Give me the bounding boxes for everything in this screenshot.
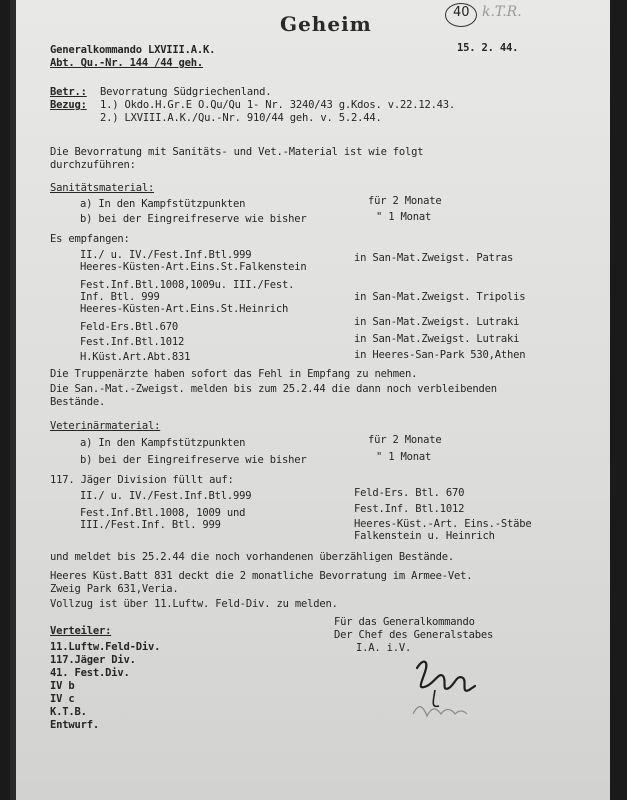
veterinaer-note-1: und meldet bis 25.2.44 die noch vorhandenen überzähligen Bestände. bbox=[50, 551, 455, 563]
signoff-line-1: Für das Generalkommando bbox=[334, 616, 475, 628]
sanitaet-row-left: Inf. Btl. 999 bbox=[80, 291, 160, 303]
page-stamp-number: 40 bbox=[453, 5, 470, 20]
sanitaet-row-right: in San-Mat.Zweigst. Patras bbox=[354, 252, 514, 264]
intro-line-1: Die Bevorratung mit Sanitäts- und Vet.-Material ist wie folgt bbox=[50, 146, 424, 158]
sanitaet-b-text: b) bei der Eingreifreserve wie bisher bbox=[80, 213, 307, 225]
sanitaet-row-left: Fest.Inf.Btl.1012 bbox=[80, 336, 185, 348]
file-reference: Abt. Qu.-Nr. 144 /44 geh. bbox=[50, 57, 204, 69]
section-heading-veterinaer: Veterinärmaterial: bbox=[50, 420, 161, 432]
intro-line-2: durchzuführen: bbox=[50, 159, 136, 171]
pencil-note: k.T.R. bbox=[482, 4, 522, 20]
veterinaer-row-left: Fest.Inf.Btl.1008, 1009 und bbox=[80, 507, 246, 519]
bezug-label: Bezug: bbox=[50, 99, 87, 111]
es-empfangen-label: Es empfangen: bbox=[50, 233, 130, 245]
sanitaet-row-right: in Heeres-San-Park 530,Athen bbox=[354, 349, 526, 361]
distribution-item: IV c bbox=[50, 693, 75, 705]
sanitaet-row-right: in San-Mat.Zweigst. Tripolis bbox=[354, 291, 526, 303]
veterinaer-b-text: b) bei der Eingreifreserve wie bisher bbox=[80, 454, 307, 466]
distribution-item: K.T.B. bbox=[50, 706, 87, 718]
sanitaet-note-1: Die Truppenärzte haben sofort das Fehl in Empfang zu nehmen. bbox=[50, 368, 418, 380]
distribution-item: 41. Fest.Div. bbox=[50, 667, 130, 679]
sanitaet-row-left: II./ u. IV./Fest.Inf.Btl.999 bbox=[80, 249, 252, 261]
veterinaer-row-right: Fest.Inf. Btl.1012 bbox=[354, 503, 465, 515]
sanitaet-a-duration: für 2 Monate bbox=[368, 195, 442, 207]
division-line: 117. Jäger Division füllt auf: bbox=[50, 474, 234, 486]
veterinaer-b-duration: " 1 Monat bbox=[376, 451, 432, 463]
sanitaet-row-left: Feld-Ers.Btl.670 bbox=[80, 321, 178, 333]
sanitaet-row-left: Heeres-Küsten-Art.Eins.St.Falkenstein bbox=[80, 261, 307, 273]
signoff-line-3: I.A. i.V. bbox=[356, 642, 412, 654]
veterinaer-row-left: III./Fest.Inf. Btl. 999 bbox=[80, 519, 221, 531]
signoff-line-2: Der Chef des Generalstabes bbox=[334, 629, 494, 641]
office-name: Generalkommando LXVIII.A.K. bbox=[50, 44, 216, 56]
sanitaet-row-right: in San-Mat.Zweigst. Lutraki bbox=[354, 316, 520, 328]
veterinaer-note-2b: Zweig Park 631,Veria. bbox=[50, 583, 179, 595]
distribution-heading: Verteiler: bbox=[50, 625, 112, 637]
bezug-item-2: 2.) LXVIII.A.K./Qu.-Nr. 910/44 geh. v. 5.2.44. bbox=[100, 112, 382, 124]
veterinaer-row-left: II./ u. IV./Fest.Inf.Btl.999 bbox=[80, 490, 252, 502]
document-date: 15. 2. 44. bbox=[457, 42, 519, 54]
distribution-item: 117.Jäger Div. bbox=[50, 654, 136, 666]
sanitaet-row-left: Heeres-Küsten-Art.Eins.St.Heinrich bbox=[80, 303, 289, 315]
section-heading-sanitaet: Sanitätsmaterial: bbox=[50, 182, 155, 194]
veterinaer-row-right: Feld-Ers. Btl. 670 bbox=[354, 487, 465, 499]
sanitaet-row-left: Fest.Inf.Btl.1008,1009u. III./Fest. bbox=[80, 279, 295, 291]
sanitaet-note-2a: Die San.-Mat.-Zweigst. melden bis zum 25.2.44 die dann noch verbleibenden bbox=[50, 383, 497, 395]
veterinaer-row-right: Heeres-Küst.-Art. Eins.-Stäbe bbox=[354, 518, 532, 530]
page-edge-shadow bbox=[10, 0, 16, 800]
classification-heading: Geheim bbox=[280, 12, 372, 36]
bezug-item-1: 1.) Okdo.H.Gr.E O.Qu/Qu 1- Nr. 3240/43 g.Kdos. v.22.12.43. bbox=[100, 99, 456, 111]
veterinaer-row-right: Falkenstein u. Heinrich bbox=[354, 530, 495, 542]
veterinaer-a-text: a) In den Kampfstützpunkten bbox=[80, 437, 246, 449]
sanitaet-note-2b: Bestände. bbox=[50, 396, 106, 408]
sanitaet-row-right: in San-Mat.Zweigst. Lutraki bbox=[354, 333, 520, 345]
betr-text: Bevorratung Südgriechenland. bbox=[100, 86, 272, 98]
document-page bbox=[10, 0, 610, 800]
veterinaer-note-2a: Heeres Küst.Batt 831 deckt die 2 monatliche Bevorratung im Armee-Vet. bbox=[50, 570, 473, 582]
sanitaet-row-left: H.Küst.Art.Abt.831 bbox=[80, 351, 191, 363]
distribution-item: 11.Luftw.Feld-Div. bbox=[50, 641, 161, 653]
sanitaet-b-duration: " 1 Monat bbox=[376, 211, 432, 223]
veterinaer-note-3: Vollzug ist über 11.Luftw. Feld-Div. zu melden. bbox=[50, 598, 338, 610]
veterinaer-a-duration: für 2 Monate bbox=[368, 434, 442, 446]
sanitaet-a-text: a) In den Kampfstützpunkten bbox=[80, 198, 246, 210]
betr-label: Betr.: bbox=[50, 86, 87, 98]
distribution-item: IV b bbox=[50, 680, 75, 692]
distribution-item: Entwurf. bbox=[50, 719, 99, 731]
handwritten-signature bbox=[405, 650, 495, 730]
